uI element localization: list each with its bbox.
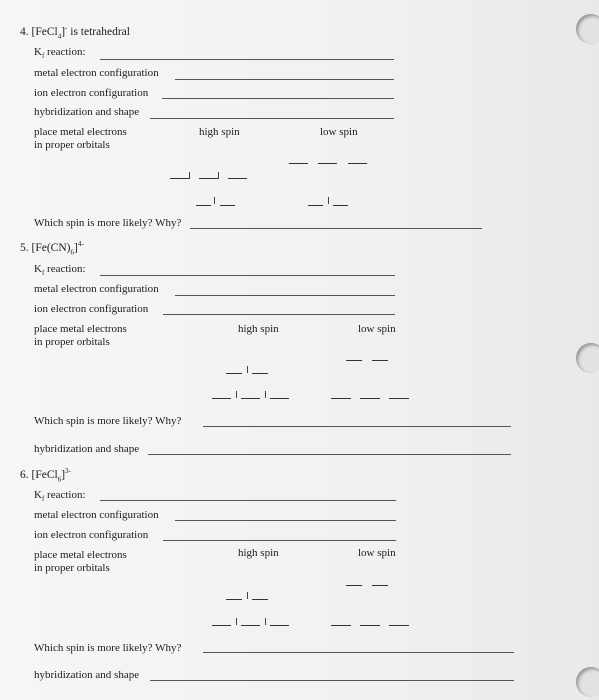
q6-metal-config-answer-line[interactable]: [175, 520, 396, 521]
orbital-line[interactable]: [252, 373, 268, 374]
orbital-line[interactable]: [196, 205, 211, 206]
orbital-line[interactable]: [308, 205, 323, 206]
orbital-tick: [328, 197, 329, 204]
q5-formula: $[Fe(CN)_6]^{4-}$: [31, 240, 84, 257]
orbital-tick: [214, 197, 215, 204]
binder-hole-top: [576, 14, 599, 44]
q5-hybridization-label: hybridization and shape: [34, 443, 140, 455]
q5-kf-reaction-label: $K_f$ reaction:: [34, 263, 86, 278]
q6-which-spin-label: Which spin is more likely? Why?: [34, 642, 182, 654]
q5-ion-config-label: ion electron configuration: [34, 303, 149, 315]
orbital-tick: [189, 172, 190, 179]
q4-hybridization-label: hybridization and shape: [34, 106, 140, 118]
orbital-line[interactable]: [270, 625, 289, 626]
orbital-tick: [247, 592, 248, 599]
orbital-line[interactable]: [360, 625, 380, 626]
q5-which-spin-answer-line[interactable]: [203, 426, 511, 427]
q6-heading: [20, 469, 71, 482]
orbital-line[interactable]: [348, 163, 367, 164]
orbital-line[interactable]: [372, 360, 388, 361]
orbital-line[interactable]: [220, 205, 235, 206]
binder-hole-bottom: [576, 667, 599, 697]
q4-number: 4.: [20, 26, 29, 38]
orbital-line[interactable]: [212, 398, 231, 399]
q5-number: 5.: [20, 242, 29, 254]
q6-number: 6.: [20, 469, 29, 481]
q6-hybridization-label: hybridization and shape: [34, 669, 140, 681]
q4-metal-config-answer-line[interactable]: [175, 79, 394, 80]
orbital-line[interactable]: [289, 163, 308, 164]
q5-metal-config-label: metal electron configuration: [34, 283, 159, 295]
orbital-tick: [265, 618, 266, 625]
q5-high-spin-label: high spin: [238, 323, 279, 335]
q5-kf-reaction-answer-line[interactable]: [100, 275, 395, 276]
q6-place-electrons-label: place metal electrons in proper orbitals: [34, 549, 127, 574]
q5-hybridization-answer-line[interactable]: [148, 454, 511, 455]
q4-ion-config-label: ion electron configuration: [34, 87, 149, 99]
orbital-line[interactable]: [389, 625, 409, 626]
orbital-line[interactable]: [170, 178, 189, 179]
q4-ion-config-answer-line[interactable]: [162, 98, 394, 99]
q6-ion-config-answer-line[interactable]: [163, 540, 396, 541]
orbital-line[interactable]: [389, 398, 409, 399]
q5-which-spin-label: Which spin is more likely? Why?: [34, 415, 182, 427]
orbital-line[interactable]: [212, 625, 231, 626]
q6-ion-config-label: ion electron configuration: [34, 529, 149, 541]
orbital-line[interactable]: [360, 398, 380, 399]
q4-low-spin-label: low spin: [320, 126, 358, 138]
orbital-line[interactable]: [226, 599, 242, 600]
q6-formula: [FeCl$_6$]$^{3-}$: [31, 467, 71, 484]
orbital-line[interactable]: [228, 178, 247, 179]
orbital-line[interactable]: [372, 585, 388, 586]
q4-geometry-note: is tetrahedral: [67, 26, 130, 38]
orbital-line[interactable]: [346, 585, 362, 586]
orbital-line[interactable]: [241, 625, 260, 626]
q6-low-spin-label: low spin: [358, 547, 396, 559]
q5-place-electrons-label: place metal electrons in proper orbitals: [34, 323, 127, 348]
binder-hole-middle: [576, 343, 599, 373]
q5-ion-config-answer-line[interactable]: [163, 314, 395, 315]
q4-formula: [FeCl$_4$]-: [31, 24, 68, 41]
q4-high-spin-label: high spin: [199, 126, 240, 138]
q5-heading: [20, 242, 84, 255]
q4-place-electrons-label: place metal electrons in proper orbitals: [34, 126, 127, 151]
q4-kf-reaction-answer-line[interactable]: [100, 59, 394, 60]
orbital-line[interactable]: [241, 398, 260, 399]
q6-kf-reaction-label: $K_f$ reaction:: [34, 489, 86, 504]
q4-heading: [20, 26, 130, 39]
q6-high-spin-label: high spin: [238, 547, 279, 559]
q5-metal-config-answer-line[interactable]: [175, 295, 395, 296]
orbital-line[interactable]: [252, 599, 268, 600]
orbital-tick: [218, 172, 219, 179]
orbital-line[interactable]: [331, 398, 351, 399]
orbital-line[interactable]: [199, 178, 218, 179]
orbital-line[interactable]: [226, 373, 242, 374]
q4-kf-reaction-label: $K_f$ reaction:: [34, 46, 86, 61]
orbital-line[interactable]: [270, 398, 289, 399]
q6-kf-reaction-answer-line[interactable]: [100, 500, 396, 501]
orbital-tick: [247, 366, 248, 373]
q6-metal-config-label: metal electron configuration: [34, 509, 159, 521]
q6-which-spin-answer-line[interactable]: [203, 652, 514, 653]
q4-which-spin-answer-line[interactable]: [190, 228, 482, 229]
orbital-tick: [236, 618, 237, 625]
orbital-line[interactable]: [333, 205, 348, 206]
q4-hybridization-answer-line[interactable]: [150, 118, 394, 119]
q5-low-spin-label: low spin: [358, 323, 396, 335]
q6-hybridization-answer-line[interactable]: [150, 680, 514, 681]
orbital-tick: [236, 391, 237, 398]
orbital-line[interactable]: [318, 163, 337, 164]
q4-metal-config-label: metal electron configuration: [34, 67, 159, 79]
orbital-line[interactable]: [331, 625, 351, 626]
orbital-line[interactable]: [346, 360, 362, 361]
q4-which-spin-label: Which spin is more likely? Why?: [34, 217, 182, 229]
orbital-tick: [265, 391, 266, 398]
